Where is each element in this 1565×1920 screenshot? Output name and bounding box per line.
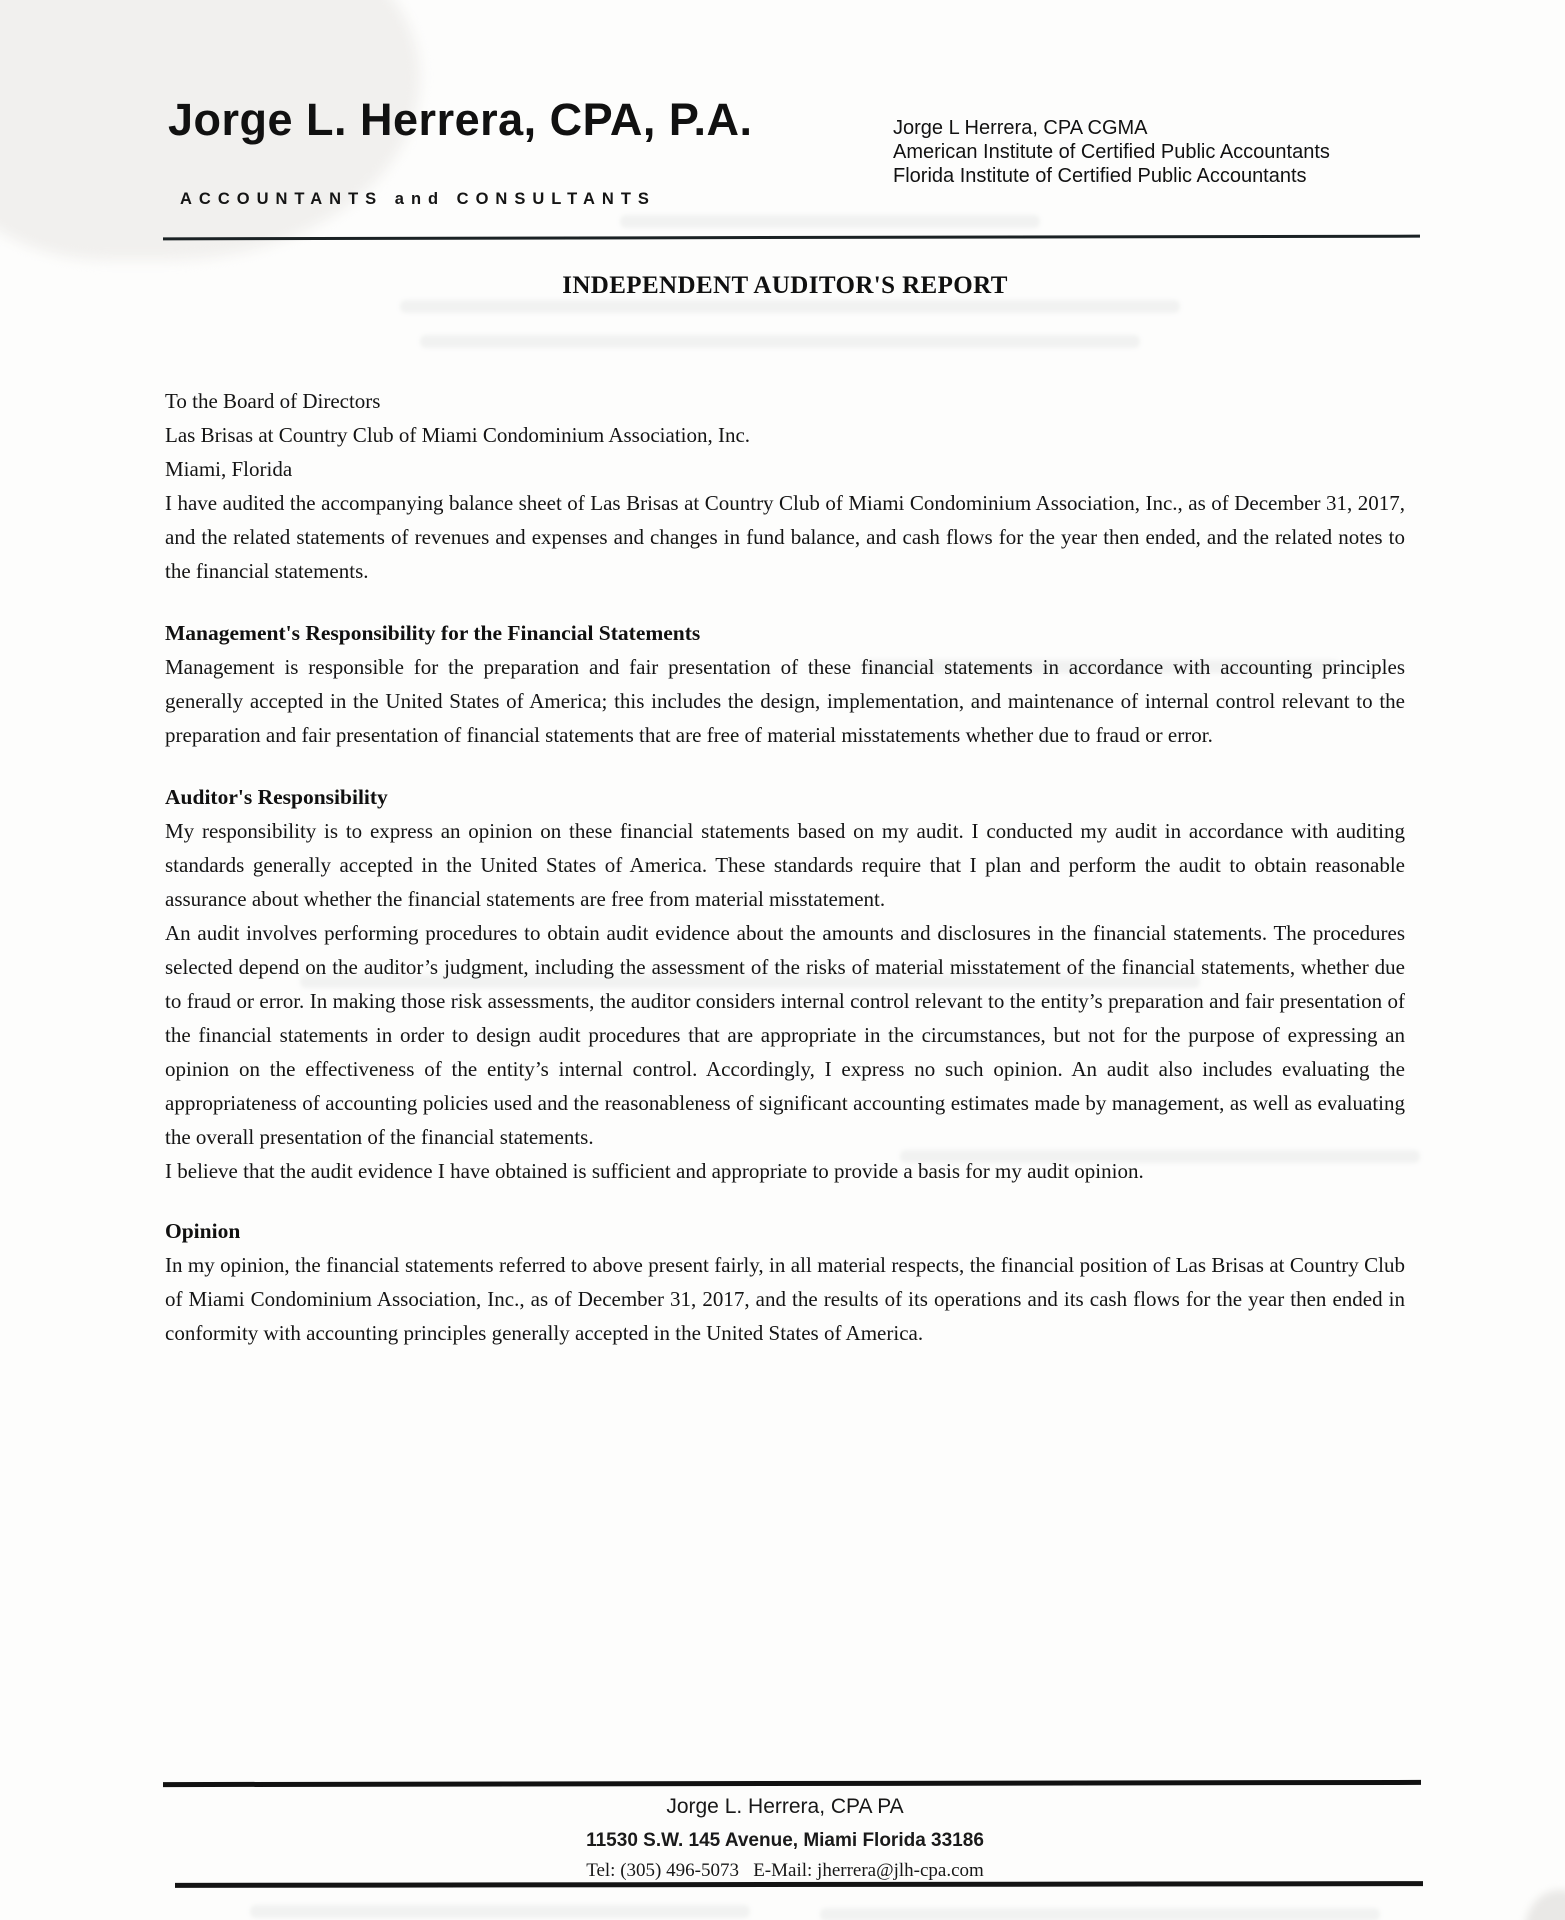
footer-firm-name: Jorge L. Herrera, CPA PA <box>666 1795 904 1818</box>
addressee-line: To the Board of Directors <box>165 389 381 413</box>
credential-line: Jorge L Herrera, CPA CGMA <box>893 117 1148 139</box>
opinion-heading: Opinion <box>165 1219 241 1243</box>
bleed-through-artifact <box>400 300 1180 313</box>
addressee-line: Miami, Florida <box>165 457 293 481</box>
credential-line: American Institute of Certified Public Accountants <box>893 141 1330 163</box>
addressee-block <box>165 384 1405 486</box>
footer-divider-line-bottom <box>175 1881 1423 1888</box>
document-title: INDEPENDENT AUDITOR'S REPORT <box>562 272 1008 299</box>
bleed-through-artifact <box>620 215 1040 228</box>
addressee-line: Las Brisas at Country Club of Miami Condominium Association, Inc. <box>165 423 751 447</box>
letterhead-tagline: ACCOUNTANTS and CONSULTANTS <box>180 190 656 208</box>
scan-smudge-artifact <box>1525 1890 1565 1920</box>
audit-evidence-paragraph: I believe that the audit evidence I have obtained is sufficient and appropriate to provide a basis for my audit opinion. <box>165 1159 1144 1183</box>
intro-paragraph: I have audited the accompanying balance sheet of Las Brisas at Country Club of Miami Condominium Association, Inc., as of December 31, 2017, and the related statements of revenues and expenses and changes in fund balance, and cash flows for the year then ended, and the related notes to the financial statements. <box>165 491 1405 583</box>
opinion-paragraph: In my opinion, the financial statements referred to above present fairly, in all material respects, the financial position of Las Brisas at Country Club of Miami Condominium Association, Inc., as of December 31, 2017, and the results of its operations and its cash flows for the year then ended in conformity with accounting principles generally accepted in the United States of America. <box>165 1253 1405 1345</box>
bleed-through-artifact <box>420 335 1140 348</box>
auditor-responsibility-paragraph: My responsibility is to express an opinion on these financial statements based on my audit. I conducted my audit in accordance with auditing standards generally accepted in the United States of America. These standards require that I plan and perform the audit to obtain reasonable assurance about whether the financial statements are free from material misstatement. <box>165 819 1405 911</box>
letterhead-credentials <box>893 116 1330 188</box>
footer-contact: Tel: (305) 496-5073 E-Mail: jherrera@jlh-cpa.com <box>586 1860 984 1881</box>
credential-line: Florida Institute of Certified Public Accountants <box>893 165 1307 187</box>
footer-divider-line-top <box>163 1780 1421 1787</box>
management-responsibility-heading: Management's Responsibility for the Financial Statements <box>165 621 701 645</box>
footer-address: 11530 S.W. 145 Avenue, Miami Florida 33186 <box>586 1830 984 1851</box>
report-body <box>165 384 1405 1350</box>
letterhead-divider-line <box>163 235 1420 241</box>
management-responsibility-paragraph: Management is responsible for the preparation and fair presentation of these financial statements in accordance with accounting principles generally accepted in the United States of America; this includes the design, implementation, and maintenance of internal control relevant to the preparation and fair presentation of financial statements that are free of material misstatements whether due to fraud or error. <box>165 655 1405 747</box>
bleed-through-artifact <box>250 1905 750 1918</box>
bleed-through-artifact <box>820 1908 1380 1920</box>
letterhead-firm-name: Jorge L. Herrera, CPA, P.A. <box>168 94 753 145</box>
auditor-responsibility-heading: Auditor's Responsibility <box>165 785 388 809</box>
audit-procedures-paragraph: An audit involves performing procedures to obtain audit evidence about the amounts and disclosures in the financial statements. The procedures selected depend on the auditor’s judgment, including the assessment of the risks of material misstatement of the financial statements, whether due to fraud or error. In making those risk assessments, the auditor considers internal control relevant to the entity’s preparation and fair presentation of the financial statements in order to design audit procedures that are appropriate in the circumstances, but not for the purpose of expressing an opinion on the effectiveness of the entity’s internal control. Accordingly, I express no such opinion. An audit also includes evaluating the appropriateness of accounting policies used and the reasonableness of significant accounting estimates made by management, as well as evaluating the overall presentation of the financial statements. <box>165 921 1405 1149</box>
